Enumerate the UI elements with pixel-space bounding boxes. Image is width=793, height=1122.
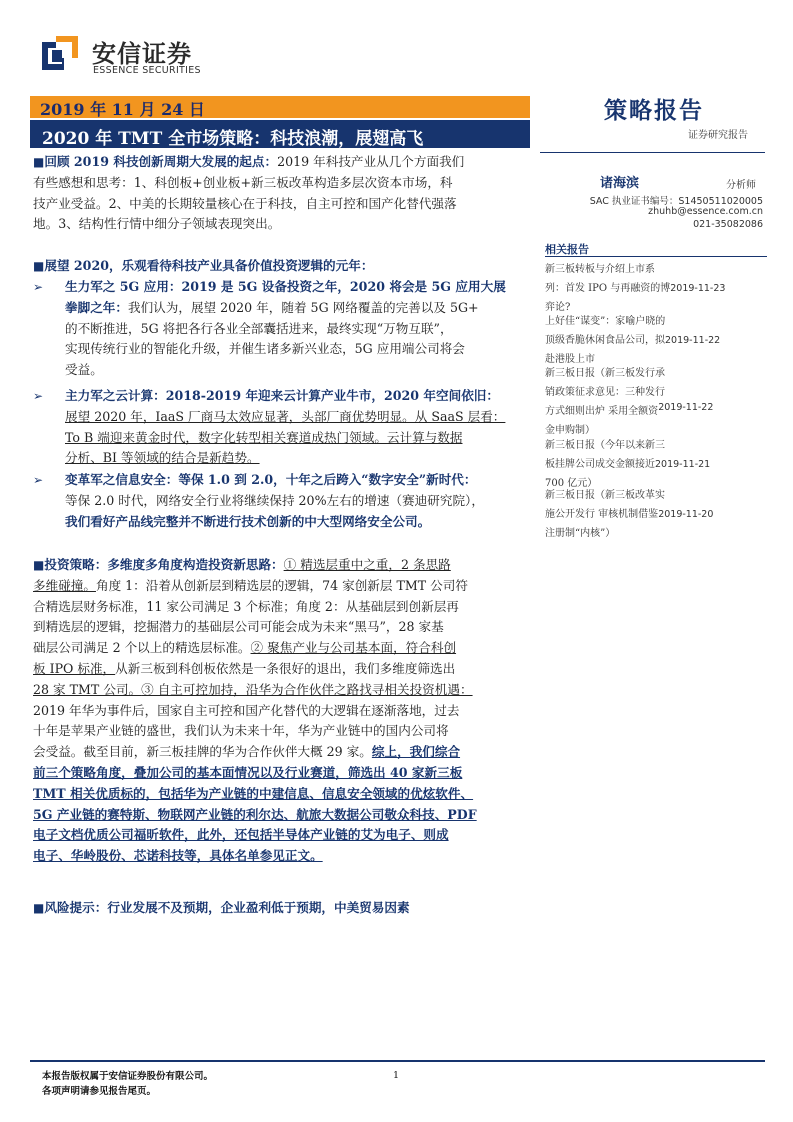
report-title: 2020 年 TMT 全市场策略：科技浪潮，展翅高飞: [42, 129, 424, 149]
section-outlook: [33, 256, 543, 277]
outlook-cloud: ➢ 主力军之云计算：2018-2019 年迎来云计算产业牛市，2020 年空间依旧： 展望 2020 年，IaaS 厂商马太效应显著，头部厂商优势明显。从 SaaS 层看： To B 端迎来黄金时代，数字化转型相关赛道成热门领域。云计算与数据 分析、BI 等领域的结合是新趋势。: [33, 388, 506, 466]
related-report-item[interactable]: 上好佳“谋变”：家喻户晓的 顶级香脆休闲食品公司，拟2019-11-22 赴港股上市: [545, 316, 721, 365]
section-lead: 回顾 2019 科技创新周期大发展的起点：: [44, 154, 278, 169]
square-bullet-icon: ■: [33, 155, 45, 169]
section-risk: [33, 898, 533, 919]
analyst-phone: 021-35082086: [693, 219, 763, 230]
outlook-security: ➢ 变革军之信息安全：等保 1.0 到 2.0，十年之后跨入“数字安全”新时代： 等保 2.0 时代，网络安全行业将继续保持 20%左右的增速（赛迪研究院）， 我们看好产品线完整并不断进行技术创新的中大型网络安全公司。: [33, 472, 484, 529]
analyst-license: SAC 执业证书编号：S1450511020005: [589, 196, 763, 207]
section-review: ■回顾 2019 科技创新周期大发展的起点：2019 年科技产业从几个方面我们 有些感想和思考：1、科创板+创业板+新三板改革构造多层次资本市场，科 技产业受益。2、中美的长期较量核心在于科技，自主可控和国产化替代强落 地。3、结构性行情中细分子领域表现突出。: [33, 154, 465, 232]
analyst-email[interactable]: zhuhb@essence.com.cn: [648, 206, 763, 217]
section-lead: 风险提示：行业发展不及预期，企业盈利低于预期，中美贸易因素: [44, 900, 410, 915]
essence-logo-icon: [42, 36, 78, 72]
related-report-date: 2019-11-20: [658, 509, 714, 520]
related-report-item[interactable]: 新三板日报（新三板发行承 销政策征求意见：三种发行 方式细则出炉 采用全额资2019-11-22 金申购制）: [545, 368, 714, 436]
square-bullet-icon: ■: [33, 558, 45, 572]
arrow-bullet-icon: ➢: [33, 389, 44, 403]
square-bullet-icon: ■: [33, 259, 45, 273]
report-date: 2019 年 11 月 24 日: [40, 100, 205, 119]
page-number: 1: [393, 1070, 400, 1081]
related-report-date: 2019-11-21: [655, 459, 711, 470]
square-bullet-icon: ■: [33, 901, 45, 915]
footer-disclaimer: 各项声明请参见报告尾页。: [42, 1086, 157, 1097]
footer-divider: [30, 1060, 765, 1062]
related-report-date: 2019-11-22: [658, 402, 714, 413]
report-type: 策略报告: [604, 97, 704, 124]
divider: [540, 152, 765, 153]
related-report-item[interactable]: 新三板日报（今年以来新三 板挂牌公司成交金额接近2019-11-21 700 亿元）: [545, 440, 711, 489]
section-lead: 展望 2020，乐观看待科技产业具备价值投资逻辑的元年：: [44, 258, 374, 273]
analyst-role: 分析师: [726, 180, 756, 191]
related-report-date: 2019-11-23: [670, 283, 726, 294]
outlook-5g: ➢ 生力军之 5G 应用：2019 是 5G 设备投资之年，2020 将会是 5G 应用大展 拳脚之年：我们认为，展望 2020 年，随着 5G 网络覆盖的完善以及 5G+ 的不断推进，5G 将把各行各业全部囊括进来，最终实现“万物互联”， 实现传统行业的智能化升级，并催生诸多新兴业态，5G 应用端公司将会 受益。: [33, 279, 506, 378]
section-strategy: ■投资策略：多维度多角度构造投资新思路：① 精选层重中之重，2 条思路 多维碰撞。角度 1：沿着从创新层到精选层的逻辑，74 家创新层 TMT 公司符 合精选层财务标准，11 家公司满足 3 个标准；角度 2：从基础层到创新层再 到精选层的逻辑，挖掘潜力的基础层公司可能会成为未来“黑马”，28 家基 础层公司满足 2 个以上的精选层标准。② 聚焦产业与公司基本面，符合科创 板 IPO 标准，从新三板到科创板依然是一条很好的退出，我们多维度筛选出 28 家 TMT 公司。③ 自主可控加持，沿华为合作伙伴之路找寻相关投资机遇： 2019 年华为事件后，国家自主可控和国产化替代的大逻辑在逐渐落地，过去 十年是苹果产业链的盛世，我们认为未来十年，华为产业链中的国内公司将 会受益。截至目前，新三板挂牌的华为合作伙伴大概 29 家。综上，我们综合 前三个策略角度，叠加公司的基本面情况以及行业赛道，筛选出 40 家新三板 TMT 相关优质标的，包括华为产业链的中建信息、信息安全领域的优炫软件、 5G 产业链的赛特斯、物联网产业链的利尔达、航旅大数据公司敬众科技、PDF 电子文档优质公司福昕软件，此外，还包括半导体产业链的艾为电子、则成 电子、华岭股份、芯诺科技等，具体名单参见正文。: [33, 557, 477, 864]
related-report-date: 2019-11-22: [665, 335, 721, 346]
brand-name-cn: 安信证券: [92, 40, 192, 68]
arrow-bullet-icon: ➢: [33, 473, 44, 487]
arrow-bullet-icon: ➢: [33, 280, 44, 294]
related-reports-heading: 相关报告: [545, 243, 589, 256]
divider: [545, 256, 767, 257]
related-report-item[interactable]: 新三板日报（新三板改革实 施公开发行 审核机制借鉴2019-11-20 注册制“内核”）: [545, 490, 714, 539]
brand-name-en: ESSENCE SECURITIES: [93, 65, 201, 76]
analyst-name: 诸海滨: [600, 176, 640, 191]
section-lead: 投资策略：多维度多角度构造投资新思路：: [44, 557, 284, 572]
related-report-item[interactable]: 新三板转板与介绍上市系 列：首发 IPO 与再融资的博2019-11-23 弈论?: [545, 264, 726, 313]
footer-copyright: 本报告版权属于安信证券股份有限公司。: [42, 1071, 214, 1082]
report-subtype: 证券研究报告: [688, 130, 748, 141]
